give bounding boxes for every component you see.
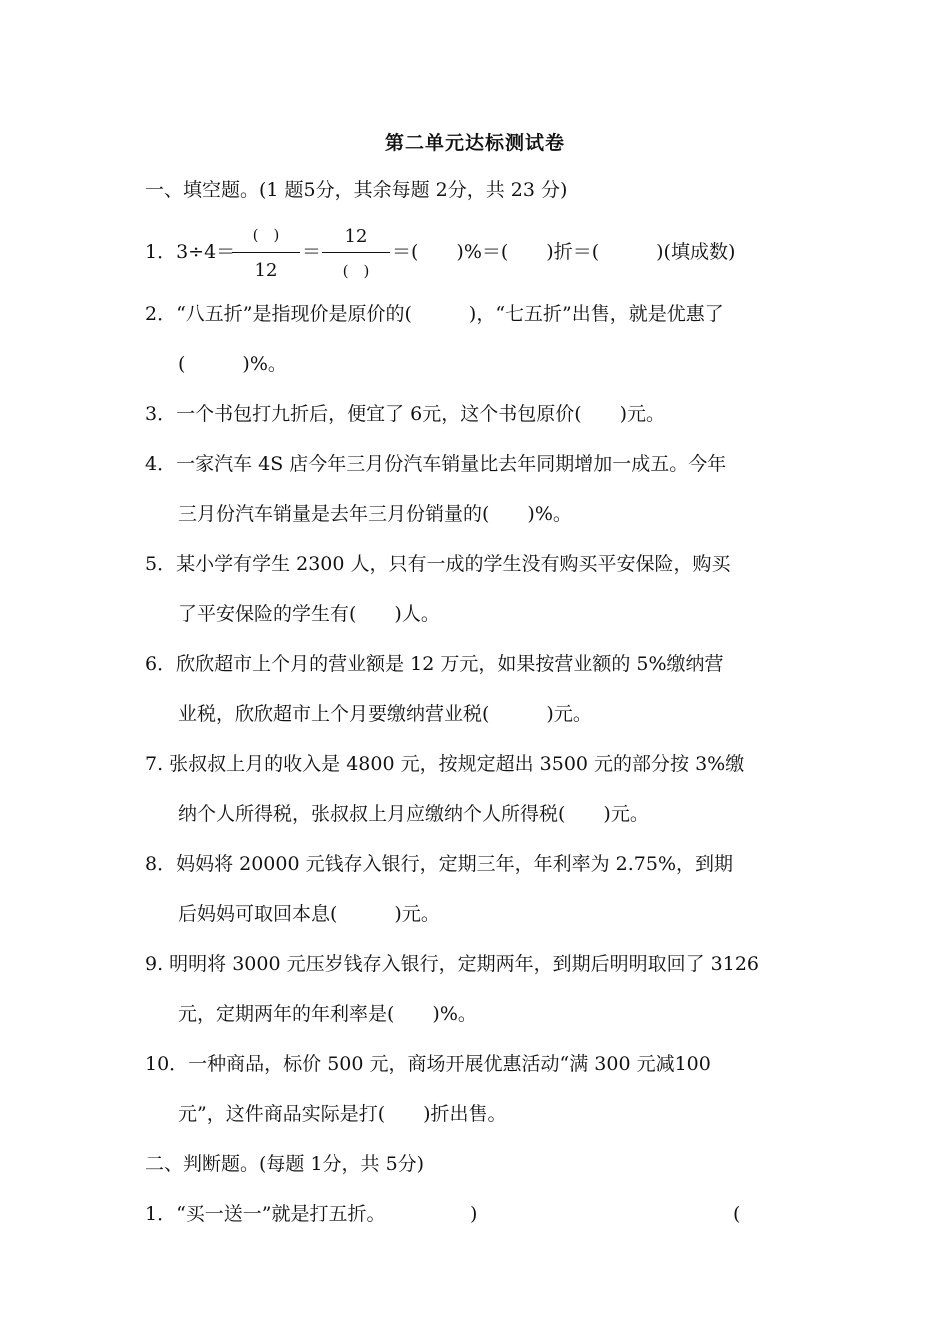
section2-heading: 二、判断题。(每题 1分，共 5分): [145, 1153, 425, 1175]
q2-line1: 2．“八五折”是指现价是原价的( )，“七五折”出售，就是优惠了: [145, 303, 724, 325]
q8-line1: 8．妈妈将 20000 元钱存入银行，定期三年，年利率为 2.75%，到期: [145, 853, 734, 875]
page-title: 第二单元达标测试卷: [384, 132, 565, 154]
judge-q1-text: 1．“买一送一”就是打五折。: [145, 1203, 386, 1225]
section1-heading: 一、填空题。(1 题5分，其余每题 2分，共 23 分): [145, 179, 568, 201]
q3-line1: 3．一个书包打九折后，便宜了 6元，这个书包原价( )元。: [145, 403, 666, 425]
q10-line1: 10．一种商品，标价 500 元，商场开展优惠活动“满 300 元减100: [145, 1053, 711, 1075]
frac2-numerator: 12: [344, 226, 368, 247]
q9-line2: 元，定期两年的年利率是( )%。: [178, 1003, 477, 1025]
q1-equals: ＝: [302, 241, 322, 263]
frac1-bar: [232, 252, 300, 253]
q2-line2: ( )%。: [178, 353, 287, 375]
frac2-denominator: ( ): [342, 262, 370, 280]
frac2-bar: [322, 252, 390, 253]
frac1-numerator: ( ): [252, 226, 280, 244]
q6-line2: 业税，欣欣超市上个月要缴纳营业税( )元。: [178, 703, 592, 725]
q7-line2: 纳个人所得税，张叔叔上月应缴纳个人所得税( )元。: [178, 803, 649, 825]
q1-prefix: 1．3÷4＝: [145, 241, 236, 263]
q4-line1: 4．一家汽车 4S 店今年三月份汽车销量比去年同期增加一成五。今年: [145, 453, 727, 475]
q6-line1: 6．欣欣超市上个月的营业额是 12 万元，如果按营业额的 5%缴纳营: [145, 653, 724, 675]
judge-q1-open-paren: (: [733, 1203, 741, 1225]
q5-line2: 了平安保险的学生有( )人。: [178, 603, 440, 625]
q4-line2: 三月份汽车销量是去年三月份销量的( )%。: [178, 503, 572, 525]
q7-line1: 7. 张叔叔上月的收入是 4800 元，按规定超出 3500 元的部分按 3%缴: [145, 753, 745, 775]
q8-line2: 后妈妈可取回本息( )元。: [178, 903, 440, 925]
q10-line2: 元”，这件商品实际是打( )折出售。: [178, 1103, 507, 1125]
q9-line1: 9. 明明将 3000 元压岁钱存入银行，定期两年，到期后明明取回了 3126: [145, 953, 759, 975]
judge-q1-close-paren: ): [470, 1203, 478, 1225]
q5-line1: 5．某小学有学生 2300 人，只有一成的学生没有购买平安保险，购买: [145, 553, 731, 575]
q1-suffix: ＝( )%＝( )折＝( )(填成数): [392, 241, 736, 263]
frac1-denominator: 12: [254, 260, 278, 281]
